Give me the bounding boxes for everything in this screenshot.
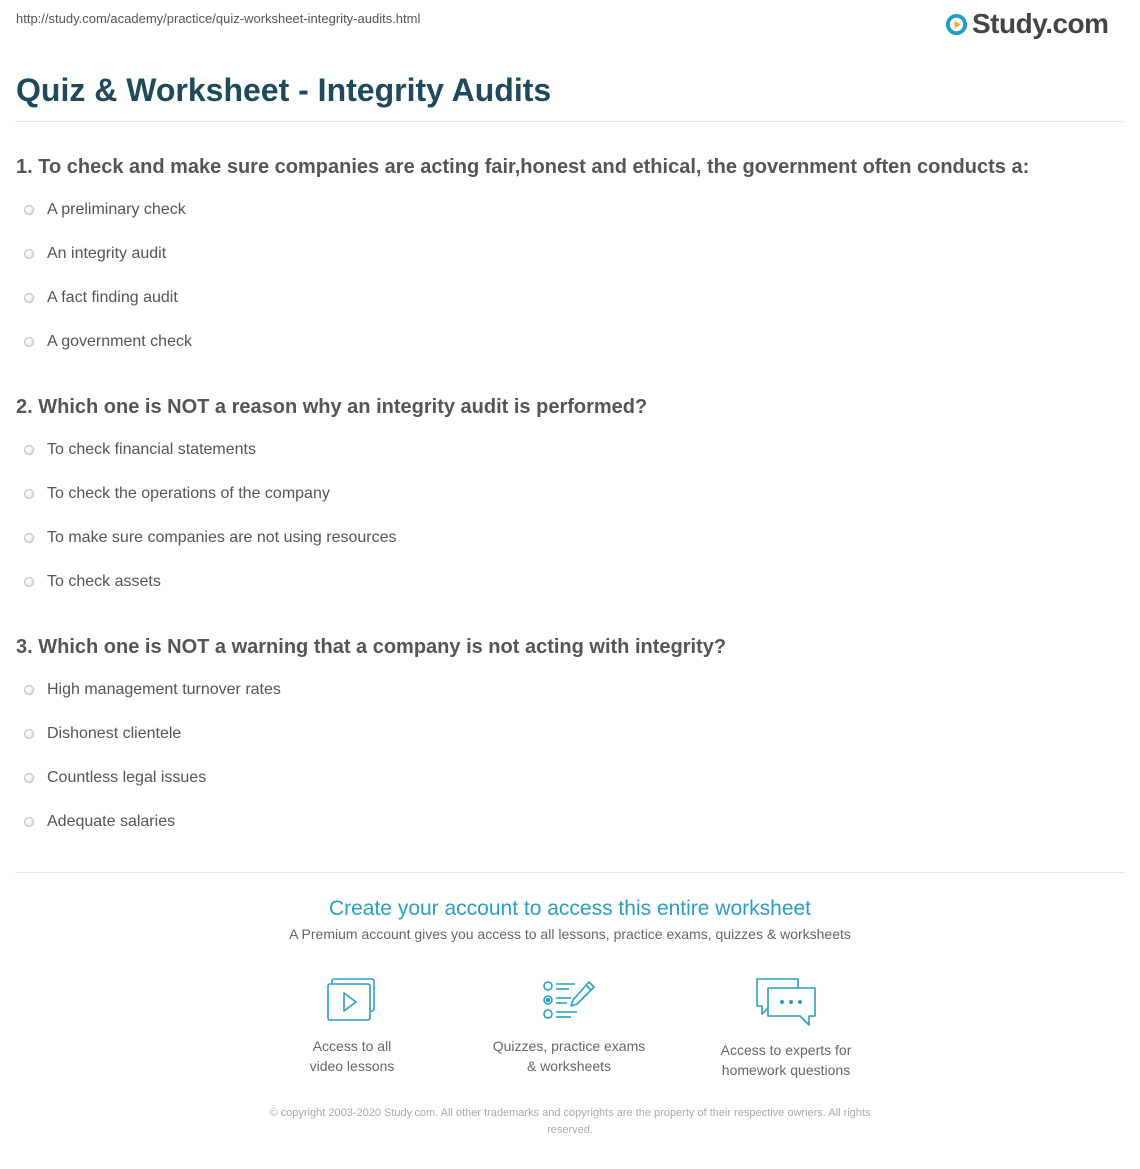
feature-label-line1: Access to experts for <box>720 1042 852 1058</box>
radio-button[interactable] <box>24 205 34 215</box>
option-label: A preliminary check <box>47 201 186 218</box>
question-3-option-3[interactable] <box>24 767 206 789</box>
question-1-option-3[interactable] <box>24 287 178 309</box>
title-divider <box>15 121 1125 122</box>
feature-quizzes <box>469 976 669 1076</box>
question-3-option-2[interactable] <box>24 723 181 745</box>
cta-divider <box>15 872 1125 873</box>
feature-experts <box>686 976 886 1080</box>
question-2-option-3[interactable] <box>24 527 397 549</box>
feature-label-line1: Access to all <box>312 1038 392 1054</box>
radio-button[interactable] <box>24 773 34 783</box>
create-account-link[interactable]: Create your account to access this entire worksheet <box>328 897 812 920</box>
question-2-option-2[interactable] <box>24 483 330 505</box>
option-label: An integrity audit <box>47 245 167 262</box>
video-lessons-icon <box>326 976 378 1024</box>
radio-button[interactable] <box>24 445 34 455</box>
radio-button[interactable] <box>24 337 34 347</box>
logo-text: Study.com <box>972 8 1109 39</box>
feature-label-line2: video lessons <box>309 1058 395 1074</box>
radio-button[interactable] <box>24 293 34 303</box>
question-3-option-4[interactable] <box>24 811 175 833</box>
page-url: http://study.com/academy/practice/quiz-worksheet-integrity-audits.html <box>16 11 421 26</box>
quiz-checklist-icon <box>541 976 597 1024</box>
question-2: 2. Which one is NOT a reason why an integrity audit is performed? <box>16 396 648 418</box>
feature-label-line1: Quizzes, practice exams <box>492 1038 646 1054</box>
radio-button[interactable] <box>24 817 34 827</box>
question-2-option-1[interactable] <box>24 439 256 461</box>
feature-video-lessons <box>252 976 452 1076</box>
radio-button[interactable] <box>24 249 34 259</box>
radio-button[interactable] <box>24 685 34 695</box>
option-label: To make sure companies are not using resources <box>47 529 397 546</box>
option-label: A fact finding audit <box>47 289 178 306</box>
question-3: 3. Which one is NOT a warning that a company is not acting with integrity? <box>16 636 727 658</box>
option-label: Dishonest clientele <box>47 725 182 742</box>
option-label: To check the operations of the company <box>47 485 330 502</box>
option-label: To check financial statements <box>47 441 256 458</box>
radio-button[interactable] <box>24 533 34 543</box>
option-label: Adequate salaries <box>47 813 176 830</box>
question-3-option-1[interactable] <box>24 679 281 701</box>
question-1-option-2[interactable] <box>24 243 166 265</box>
radio-button[interactable] <box>24 489 34 499</box>
question-1-option-1[interactable] <box>24 199 186 221</box>
play-logo-icon <box>945 13 968 36</box>
option-label: To check assets <box>47 573 161 590</box>
radio-button[interactable] <box>24 577 34 587</box>
option-label: High management turnover rates <box>47 681 281 698</box>
copyright-notice <box>220 1105 920 1139</box>
copyright-line1: © copyright 2003-2020 Study.com. All other trademarks and copyrights are the property of their respective owners. All rights <box>269 1107 871 1119</box>
feature-label-line2: homework questions <box>721 1062 851 1078</box>
premium-description: A Premium account gives you access to all lessons, practice exams, quizzes & worksheets <box>289 926 851 942</box>
option-label: A government check <box>47 333 192 350</box>
radio-button[interactable] <box>24 729 34 739</box>
option-label: Countless legal issues <box>47 769 207 786</box>
question-1-option-4[interactable] <box>24 331 192 353</box>
page-title: Quiz & Worksheet - Integrity Audits <box>16 72 552 108</box>
question-1: 1. To check and make sure companies are acting fair,honest and ethical, the government often conducts a: <box>16 156 1030 178</box>
question-2-option-4[interactable] <box>24 571 161 593</box>
feature-label-line2: & worksheets <box>526 1058 612 1074</box>
copyright-line2: reserved. <box>547 1124 593 1136</box>
study-logo[interactable] <box>945 6 1109 42</box>
chat-bubbles-icon <box>754 976 818 1028</box>
